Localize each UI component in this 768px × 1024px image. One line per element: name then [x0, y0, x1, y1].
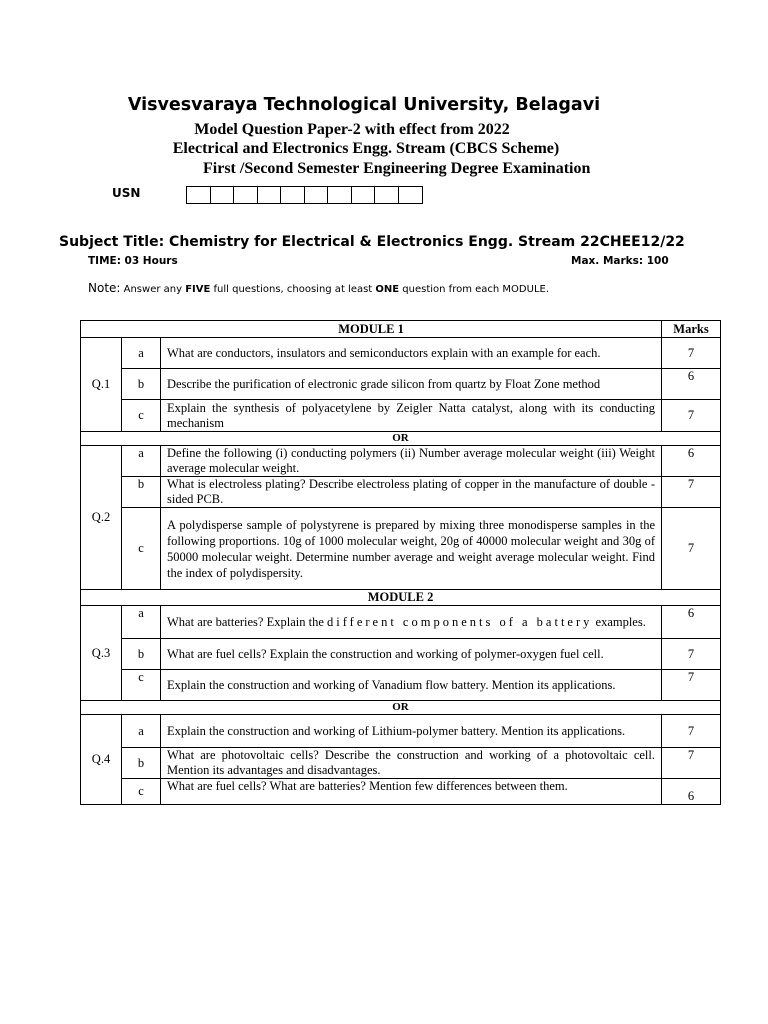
question-row	[81, 338, 721, 369]
question-text: A polydisperse sample of polystyrene is prepared by mixing three monodisperse samples in the following proportions. 10g of 1000 molecular weight, 20g of 40000 molecular weight and 30g of 50000 molecular weight. Determine number average and weight average molecular weight. Find the index of polydispersity.	[161, 508, 662, 590]
or-row	[81, 701, 721, 715]
question-row	[81, 748, 721, 779]
marks-value: 7	[662, 477, 721, 508]
marks-value: 7	[662, 748, 721, 779]
question-row	[81, 400, 721, 432]
marks-value: 7	[662, 670, 721, 701]
note-text: Answer any	[120, 284, 186, 295]
usn-box[interactable]	[305, 187, 329, 203]
question-number: Q.1	[81, 338, 122, 432]
question-text: Define the following (i) conducting polymers (ii) Number average molecular weight (iii) Weight average molecular weight.	[161, 446, 662, 477]
part-label: a	[122, 606, 161, 639]
usn-box[interactable]	[258, 187, 282, 203]
question-number: Q.3	[81, 606, 122, 701]
usn-box[interactable]	[211, 187, 235, 203]
usn-box[interactable]	[399, 187, 423, 203]
question-text: What are fuel cells? Explain the construction and working of polymer-oxygen fuel cell.	[161, 639, 662, 670]
university-title: Visvesvaraya Technological University, Belagavi	[127, 95, 601, 115]
part-label: a	[122, 446, 161, 477]
or-label: OR	[81, 432, 721, 446]
subject-title: Subject Title: Chemistry for Electrical & Electronics Engg. Stream 22CHEE12/22	[59, 234, 685, 250]
question-text: What are photovoltaic cells? Describe the construction and working of a photovoltaic cell. Mention its advantages and disadvantages.	[161, 748, 662, 779]
marks-value: 7	[662, 338, 721, 369]
note-label: Note:	[88, 281, 121, 295]
question-text: Explain the synthesis of polyacetylene by Zeigler Natta catalyst, along with its conducting mechanism	[161, 400, 662, 432]
part-label: b	[122, 748, 161, 779]
question-row	[81, 369, 721, 400]
marks-value: 7	[662, 508, 721, 590]
question-row	[81, 477, 721, 508]
question-text: What are conductors, insulators and semiconductors explain with an example for each.	[161, 338, 662, 369]
question-text: What is electroless plating? Describe electroless plating of copper in the manufacture of double - sided PCB.	[161, 477, 662, 508]
exam-title: First /Second Semester Engineering Degree Examination	[203, 160, 591, 177]
exam-time: TIME: 03 Hours	[88, 255, 178, 267]
note-text: question from each MODULE.	[399, 284, 550, 295]
question-text-end: examples.	[592, 614, 646, 629]
part-label: a	[122, 338, 161, 369]
paper-title: Model Question Paper-2 with effect from 2022	[194, 121, 510, 138]
question-text: What are fuel cells? What are batteries? Mention few differences between them.	[161, 779, 662, 805]
part-label: a	[122, 715, 161, 748]
module-header-row	[81, 321, 721, 338]
question-text-spaced: different components of a battery	[327, 614, 593, 629]
note-text: full questions, choosing at least	[210, 284, 376, 295]
exam-note	[88, 281, 549, 295]
module-2-title: MODULE 2	[81, 590, 721, 606]
part-label: c	[122, 508, 161, 590]
usn-box[interactable]	[234, 187, 258, 203]
module-header-row	[81, 590, 721, 606]
stream-title: Electrical and Electronics Engg. Stream (CBCS Scheme)	[172, 140, 560, 157]
question-row	[81, 446, 721, 477]
question-row	[81, 715, 721, 748]
question-number: Q.4	[81, 715, 122, 805]
or-label: OR	[81, 701, 721, 715]
usn-box[interactable]	[375, 187, 399, 203]
question-text: Explain the construction and working of Vanadium flow battery. Mention its applications.	[161, 670, 662, 701]
usn-box[interactable]	[187, 187, 211, 203]
usn-box[interactable]	[352, 187, 376, 203]
marks-value: 7	[662, 715, 721, 748]
question-text	[161, 606, 662, 639]
marks-value: 7	[662, 639, 721, 670]
part-label: b	[122, 639, 161, 670]
note-one: ONE	[375, 284, 400, 295]
marks-value: 6	[662, 606, 721, 639]
usn-box[interactable]	[328, 187, 352, 203]
part-label: b	[122, 477, 161, 508]
part-label: c	[122, 670, 161, 701]
question-table	[80, 320, 721, 805]
question-row	[81, 508, 721, 590]
question-row	[81, 639, 721, 670]
note-five: FIVE	[185, 284, 211, 295]
usn-box[interactable]	[281, 187, 305, 203]
part-label: b	[122, 369, 161, 400]
usn-label: USN	[112, 186, 141, 200]
or-row	[81, 432, 721, 446]
question-row	[81, 670, 721, 701]
marks-value: 6	[662, 446, 721, 477]
question-row	[81, 606, 721, 639]
question-row	[81, 779, 721, 805]
usn-boxes	[186, 186, 423, 204]
question-text: Explain the construction and working of Lithium-polymer battery. Mention its applications.	[161, 715, 662, 748]
max-marks: Max. Marks: 100	[571, 255, 669, 267]
module-1-title: MODULE 1	[81, 321, 662, 338]
question-number: Q.2	[81, 446, 122, 590]
question-text: Describe the purification of electronic grade silicon from quartz by Float Zone method	[161, 369, 662, 400]
part-label: c	[122, 400, 161, 432]
marks-value: 6	[662, 369, 721, 400]
marks-value: 6	[662, 779, 721, 805]
marks-header: Marks	[662, 321, 721, 338]
question-text-start: What are batteries? Explain the	[167, 614, 327, 629]
marks-value: 7	[662, 400, 721, 432]
part-label: c	[122, 779, 161, 805]
